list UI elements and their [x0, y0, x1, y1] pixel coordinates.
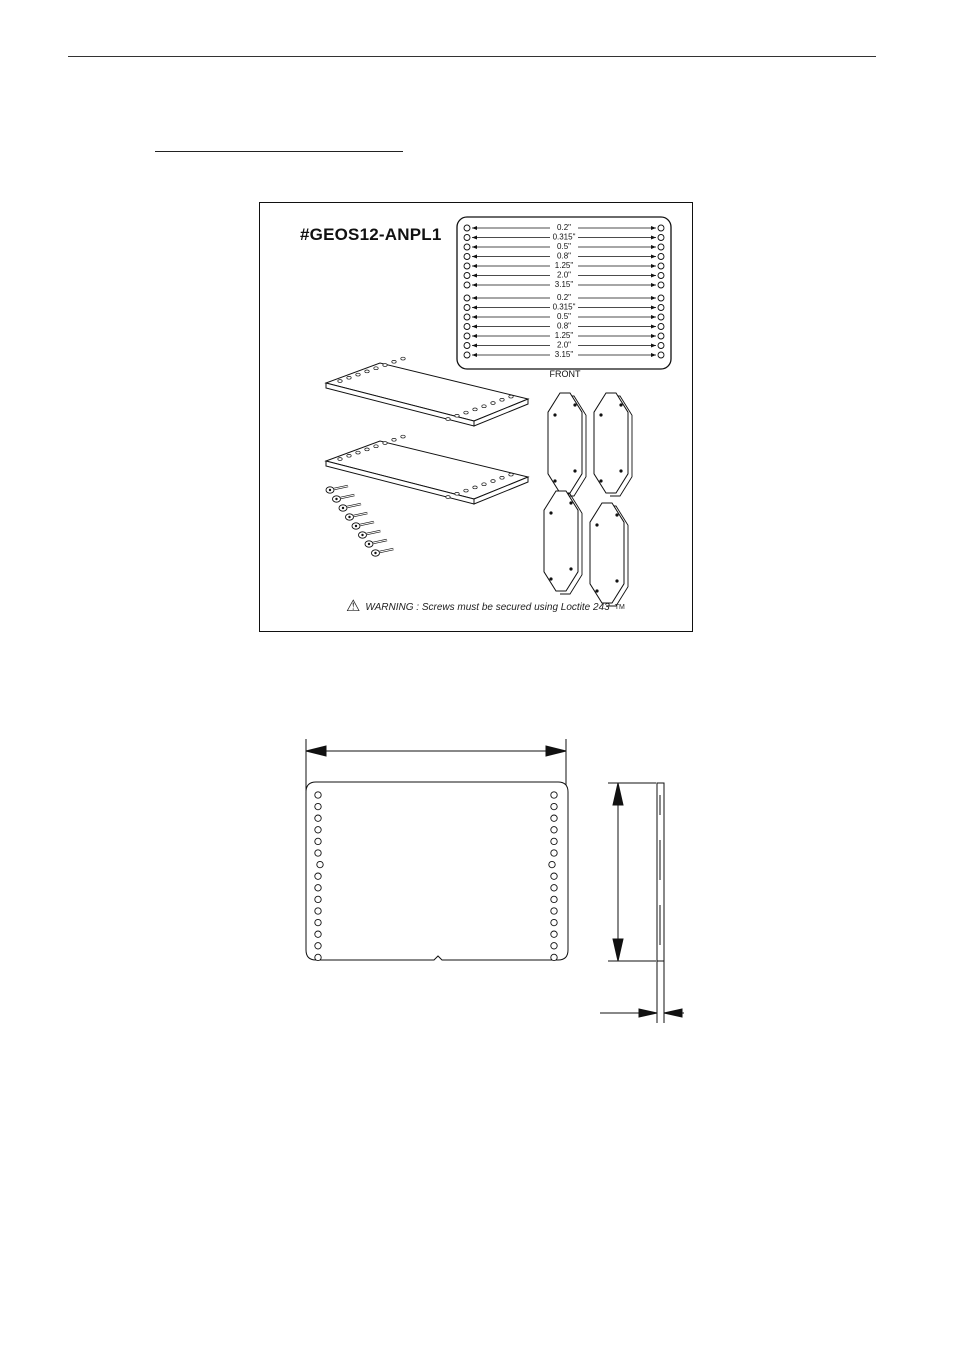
drawing-hole-right	[549, 861, 555, 867]
screw-socket	[342, 507, 344, 509]
header-rule	[68, 56, 876, 57]
drawing-hole-right	[551, 954, 557, 960]
warning-text: WARNING : Screws must be secured using Loctite 243	[365, 601, 610, 613]
drawing-hole-right	[551, 827, 557, 833]
drawing-hole-left	[315, 954, 321, 960]
spacing-hole-left	[464, 324, 470, 330]
spacing-hole-left	[464, 225, 470, 231]
spacing-hole-right	[658, 333, 664, 339]
spacing-hole-right	[658, 273, 664, 279]
side-plate-hole	[615, 513, 618, 516]
plate-hole	[383, 442, 387, 445]
plate-hole	[347, 454, 351, 457]
plate-hole	[464, 411, 468, 414]
spacing-hole-left	[464, 343, 470, 349]
side-plate-hole	[615, 579, 618, 582]
drawing-hole-right	[551, 896, 557, 902]
plate-hole	[365, 448, 369, 451]
spacing-label: 2.0"	[557, 270, 571, 280]
plate-hole	[356, 451, 360, 454]
side-plate	[548, 393, 582, 493]
side-plate-hole	[595, 523, 598, 526]
trademark-mark: TM	[614, 603, 625, 611]
side-plate-hole	[573, 403, 576, 406]
drawing-hole-left	[315, 943, 321, 949]
flat-plate-upper	[326, 363, 528, 426]
spacing-hole-left	[464, 305, 470, 311]
drawing-hole-left	[317, 861, 323, 867]
spacing-label: 0.8"	[557, 321, 571, 331]
drawing-hole-right	[551, 815, 557, 821]
thickness-dimension	[600, 961, 684, 1023]
plate-hole	[356, 373, 360, 376]
height-dimension	[608, 783, 656, 961]
drawing-hole-right	[551, 873, 557, 879]
spacing-label: 1.25"	[554, 261, 574, 270]
side-plate-hole	[569, 567, 572, 570]
side-plate	[594, 393, 628, 493]
side-plate-hole	[569, 501, 572, 504]
plate-hole	[464, 489, 468, 492]
spacing-hole-left	[464, 333, 470, 339]
screw-socket	[361, 534, 363, 536]
spacing-hole-left	[464, 282, 470, 288]
screw-socket	[335, 498, 337, 500]
spacing-label: 0.5"	[557, 312, 571, 321]
spacing-hole-right	[658, 295, 664, 301]
plate-hole	[455, 492, 459, 495]
screw-socket	[368, 543, 370, 545]
plate-hole	[455, 414, 459, 417]
drawing-hole-left	[315, 838, 321, 844]
spacing-label: 0.2"	[557, 293, 571, 302]
side-plate-hole	[553, 479, 556, 482]
spacing-label: 0.5"	[557, 242, 571, 251]
spacing-hole-right	[658, 225, 664, 231]
side-plate	[544, 491, 578, 591]
section-heading-underline	[155, 151, 403, 152]
plate-hole	[374, 445, 378, 448]
drawing-hole-right	[551, 792, 557, 798]
spacing-hole-right	[658, 235, 664, 241]
side-plate-hole	[573, 469, 576, 472]
spacing-label: 0.315"	[552, 302, 576, 312]
plate-hole	[374, 367, 378, 370]
plate-hole	[482, 483, 486, 486]
spacing-label: 1.25"	[554, 331, 574, 340]
plate-hole	[500, 476, 504, 479]
side-plate-hole	[599, 413, 602, 416]
spacing-label: 0.315"	[552, 232, 576, 242]
spacing-hole-right	[658, 343, 664, 349]
front-label: FRONT	[549, 369, 581, 379]
drawing-hole-right	[551, 943, 557, 949]
side-plates	[544, 393, 632, 606]
drawing-hole-left	[315, 815, 321, 821]
spacing-hole-right	[658, 244, 664, 250]
drawing-hole-left	[315, 850, 321, 856]
drawing-hole-left	[315, 896, 321, 902]
spacing-hole-left	[464, 314, 470, 320]
side-plate-hole	[549, 577, 552, 580]
spacing-hole-right	[658, 324, 664, 330]
drawing-hole-left	[315, 792, 321, 798]
plate-hole	[509, 395, 513, 398]
plate-hole	[491, 480, 495, 483]
plate-hole	[401, 357, 405, 360]
plate-hole	[392, 360, 396, 363]
screw-socket	[374, 552, 376, 554]
plate-hole	[365, 370, 369, 373]
plate-hole	[491, 402, 495, 405]
drawing-hole-right	[551, 908, 557, 914]
spacing-hole-right	[658, 263, 664, 269]
screw-socket	[348, 516, 350, 518]
spacing-hole-left	[464, 235, 470, 241]
flat-plate-lower	[326, 441, 528, 504]
kit-figure	[259, 202, 693, 632]
spacing-hole-left	[464, 295, 470, 301]
spacing-hole-right	[658, 314, 664, 320]
plate-hole	[509, 473, 513, 476]
kit-illustration	[260, 203, 694, 633]
side-plate-hole	[549, 511, 552, 514]
side-plate-hole	[619, 469, 622, 472]
drawing-hole-right	[551, 803, 557, 809]
plate-hole	[338, 458, 342, 461]
side-plate-hole	[595, 589, 598, 592]
spacing-label: 3.15"	[554, 280, 574, 289]
drawing-hole-left	[315, 908, 321, 914]
drawing-hole-left	[315, 885, 321, 891]
warning-note	[346, 599, 625, 615]
drawing-hole-left	[315, 873, 321, 879]
spacing-hole-right	[658, 305, 664, 311]
side-plate	[590, 503, 624, 603]
drawing-hole-right	[551, 885, 557, 891]
plate-hole	[473, 408, 477, 411]
spacing-hole-right	[658, 282, 664, 288]
plate-hole	[338, 380, 342, 383]
plate-hole	[482, 405, 486, 408]
spacing-label: 3.15"	[554, 350, 574, 359]
spacing-hole-right	[658, 254, 664, 260]
drawing-hole-right	[551, 931, 557, 937]
drawing-hole-left	[315, 803, 321, 809]
spacing-hole-left	[464, 254, 470, 260]
spacing-hole-right	[658, 352, 664, 358]
spacing-label: 0.2"	[557, 223, 571, 232]
side-profile	[657, 783, 664, 961]
plate-hole	[446, 418, 450, 421]
spacing-hole-left	[464, 263, 470, 269]
plate-hole	[383, 364, 387, 367]
side-plate-hole	[599, 479, 602, 482]
dimension-drawing	[290, 735, 710, 1035]
warning-triangle-icon: ⚠	[346, 598, 361, 615]
plate-hole	[347, 376, 351, 379]
plate-hole	[500, 398, 504, 401]
plate-hole	[401, 435, 405, 438]
plate-hole	[446, 496, 450, 499]
drawing-hole-left	[315, 931, 321, 937]
kit-title: #GEOS12-ANPL1	[300, 225, 442, 244]
spacing-label: 0.8"	[557, 251, 571, 261]
drawing-hole-right	[551, 838, 557, 844]
drawing-hole-left	[315, 919, 321, 925]
screw-socket	[329, 489, 331, 491]
spacing-hole-left	[464, 244, 470, 250]
side-plate-hole	[619, 403, 622, 406]
screw-socket	[355, 525, 357, 527]
plate-hole	[392, 438, 396, 441]
spacing-hole-left	[464, 273, 470, 279]
plate-outline	[306, 782, 568, 960]
plate-hole	[473, 486, 477, 489]
drawing-hole-left	[315, 827, 321, 833]
drawing-hole-right	[551, 850, 557, 856]
side-plate-hole	[553, 413, 556, 416]
spacing-label: 2.0"	[557, 340, 571, 350]
screws	[326, 486, 394, 556]
drawing-hole-right	[551, 919, 557, 925]
spacing-hole-left	[464, 352, 470, 358]
